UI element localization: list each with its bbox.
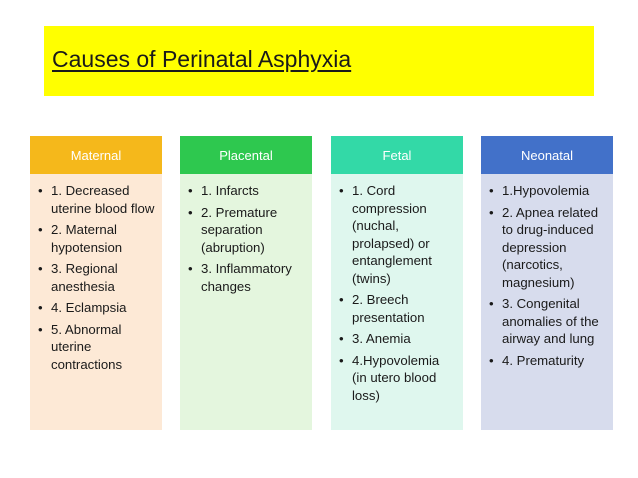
list-item: • 1. Cord compression (nuchal, prolapsed) or entanglement (twins) <box>337 182 457 287</box>
list-item: • 2. Breech presentation <box>337 291 457 326</box>
list-item: • 3. Inflammatory changes <box>186 260 306 295</box>
column-neonatal <box>481 136 613 430</box>
column-body-placental <box>180 174 312 430</box>
title-banner <box>44 26 594 96</box>
column-heading-maternal: Maternal <box>30 136 162 174</box>
page-title: Causes of Perinatal Asphyxia <box>52 46 352 72</box>
column-body-neonatal <box>481 174 613 430</box>
list-item: • 1.Hypovolemia <box>487 182 607 200</box>
column-heading-fetal: Fetal <box>331 136 463 174</box>
list-item: • 2. Apnea related to drug-induced depression (narcotics, magnesium) <box>487 204 607 292</box>
list-item: • 4. Prematurity <box>487 352 607 370</box>
list-item: • 3. Congenital anomalies of the airway and lung <box>487 295 607 348</box>
column-heading-neonatal: Neonatal <box>481 136 613 174</box>
column-body-maternal <box>30 174 162 430</box>
list-item: • 2. Maternal hypotension <box>36 221 156 256</box>
list-item: • 3. Regional anesthesia <box>36 260 156 295</box>
cause-list <box>186 182 306 295</box>
column-placental <box>180 136 312 430</box>
list-item: • 2. Premature separation (abruption) <box>186 204 306 257</box>
list-item: • 3. Anemia <box>337 330 457 348</box>
list-item: • 5. Abnormal uterine contractions <box>36 321 156 374</box>
cause-list <box>487 182 607 369</box>
column-fetal <box>331 136 463 430</box>
column-maternal <box>30 136 162 430</box>
list-item: • 1. Decreased uterine blood flow <box>36 182 156 217</box>
cause-list <box>337 182 457 404</box>
list-item: • 1. Infarcts <box>186 182 306 200</box>
cause-list <box>36 182 156 373</box>
column-body-fetal <box>331 174 463 430</box>
list-item: • 4. Eclampsia <box>36 299 156 317</box>
column-heading-placental: Placental <box>180 136 312 174</box>
list-item: • 4.Hypovolemia (in utero blood loss) <box>337 352 457 405</box>
